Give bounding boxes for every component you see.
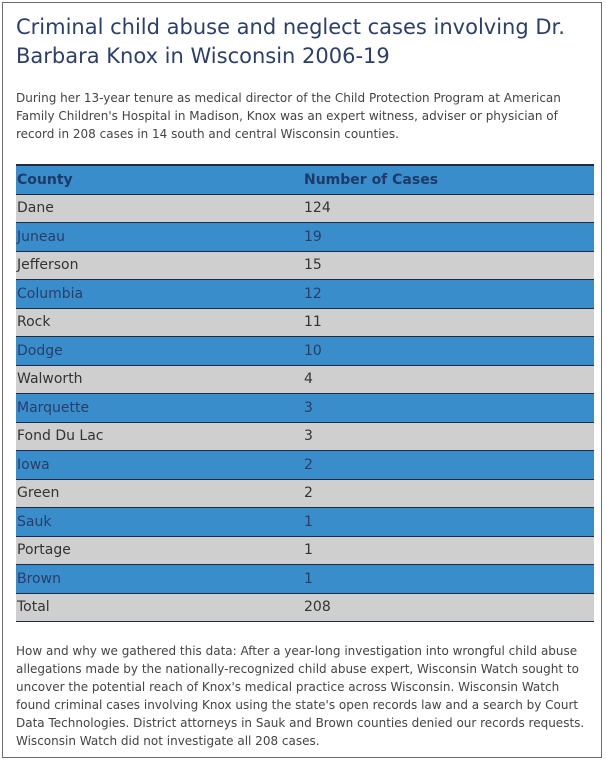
cases-cell: 124 <box>303 194 594 223</box>
county-cell: Marquette <box>16 394 303 423</box>
table-row <box>16 422 594 451</box>
total-value: 208 <box>303 593 594 622</box>
table-row <box>16 508 594 537</box>
cases-cell: 10 <box>303 337 594 366</box>
cases-cell: 4 <box>303 365 594 394</box>
table-row <box>16 337 594 366</box>
table-row <box>16 565 594 594</box>
county-cell: Portage <box>16 536 303 565</box>
table-row <box>16 365 594 394</box>
article-card <box>2 2 602 758</box>
table-row <box>16 536 594 565</box>
page-title: Criminal child abuse and neglect cases involving Dr. Barbara Knox in Wisconsin 2006-19 <box>16 15 565 68</box>
table-row <box>16 251 594 280</box>
county-cell: Dane <box>16 194 303 223</box>
cases-cell: 12 <box>303 280 594 309</box>
county-cell: Green <box>16 479 303 508</box>
cases-cell: 2 <box>303 451 594 480</box>
county-cell: Dodge <box>16 337 303 366</box>
cases-cell: 2 <box>303 479 594 508</box>
county-cell: Columbia <box>16 280 303 309</box>
county-cell: Jefferson <box>16 251 303 280</box>
table-row <box>16 280 594 309</box>
county-cell: Sauk <box>16 508 303 537</box>
table-row <box>16 479 594 508</box>
cases-cell: 1 <box>303 508 594 537</box>
county-cell: Brown <box>16 565 303 594</box>
county-cases-table <box>16 164 594 622</box>
methodology-note: How and why we gathered this data: After a year-long investigation into wrongful child abuse allegations made by the nationally-recognized child abuse expert, Wisconsin Watch sought to uncover the potential reach of Knox's medical practice across Wisconsin. Wisconsin Watch found criminal cases involving Knox using the state's open records law and a search by Court Data Technologies. District attorneys in Sauk and Brown counties denied our records requests. Wisconsin Watch did not investigate all 208 cases. <box>16 644 585 748</box>
intro-paragraph: During her 13-year tenure as medical director of the Child Protection Program at American Family Children's Hospital in Madison, Knox was an expert witness, adviser or physician of record in 208 cases in 14 south and central Wisconsin counties. <box>16 91 561 141</box>
cases-cell: 15 <box>303 251 594 280</box>
cases-cell: 3 <box>303 422 594 451</box>
county-cell: Iowa <box>16 451 303 480</box>
table-row <box>16 194 594 223</box>
cases-cell: 11 <box>303 308 594 337</box>
table-row <box>16 394 594 423</box>
cases-cell: 19 <box>303 223 594 252</box>
table-row <box>16 308 594 337</box>
cases-cell: 1 <box>303 565 594 594</box>
cases-cell: 3 <box>303 394 594 423</box>
table-header-row <box>16 165 594 194</box>
county-cell: Walworth <box>16 365 303 394</box>
total-row <box>16 593 594 622</box>
county-cell: Rock <box>16 308 303 337</box>
column-header-cases: Number of Cases <box>303 165 594 194</box>
county-cell: Fond Du Lac <box>16 422 303 451</box>
table-row <box>16 451 594 480</box>
table-row <box>16 223 594 252</box>
cases-cell: 1 <box>303 536 594 565</box>
total-label: Total <box>16 593 303 622</box>
column-header-county: County <box>16 165 303 194</box>
county-cell: Juneau <box>16 223 303 252</box>
